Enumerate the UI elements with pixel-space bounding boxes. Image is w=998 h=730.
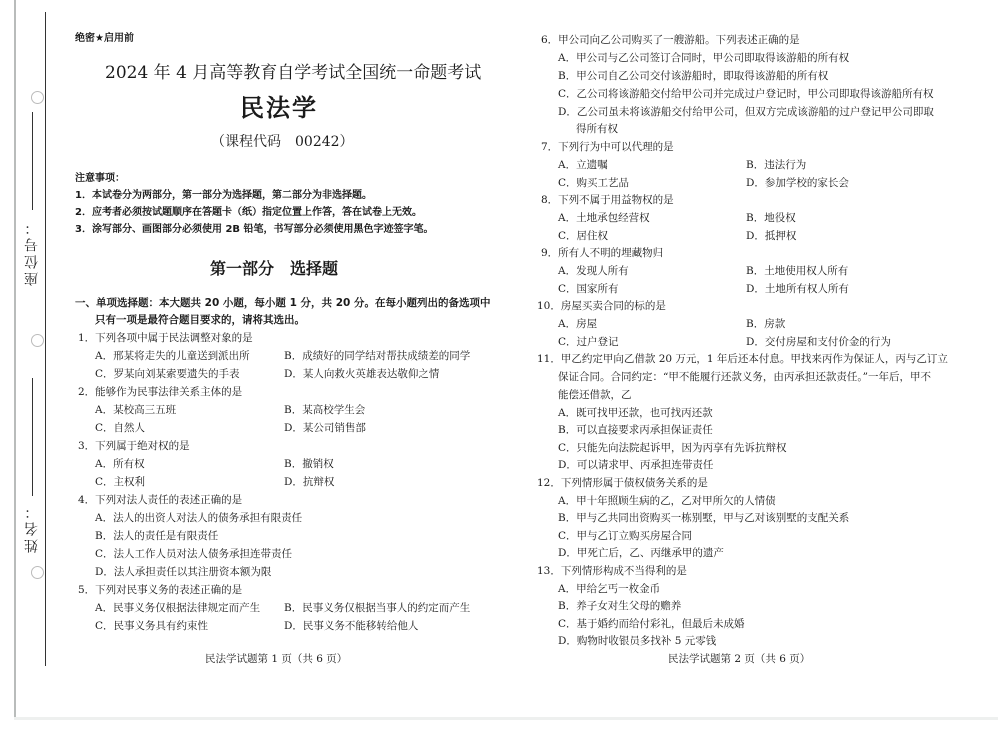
option-d: D．乙公司虽未将该游船交付给甲公司，但双方完成该游船的过户登记甲公司即取 [558,106,934,118]
option-a: A．房屋 [558,318,598,330]
question-stem: 3．下列属于绝对权的是 [78,440,190,452]
page-edge [14,0,16,718]
secret-mark: 绝密★启用前 [75,33,134,44]
option-c: C．自然人 [95,422,146,434]
option-d: D．某人向救火英雄表达敬仰之情 [284,368,440,380]
question-stem: 11．甲乙约定甲向乙借款 20 万元，1 年后还本付息。甲找来丙作为保证人，丙与乙订立 [537,353,948,365]
question-stem: 6．甲公司向乙公司购买了一艘游船。下列表述正确的是 [541,34,800,46]
option-a: A．土地承包经营权 [558,212,650,224]
option-d: D．抵押权 [746,230,797,242]
option-d: D．交付房屋和支付价金的行为 [746,336,891,348]
option-c: C．只能先向法院起诉甲，因为丙享有先诉抗辩权 [558,442,787,454]
option-c: C．国家所有 [558,283,619,295]
option-d: D．参加学校的家长会 [746,177,849,189]
name-blank[interactable] [32,378,33,496]
option-d: D．甲死亡后，乙、丙继承甲的遗产 [558,547,724,559]
note-item: 1．本试卷分为两部分，第一部分为选择题，第二部分为非选择题。 [75,190,372,201]
option-a: A．甲十年照顾生病的乙，乙对甲所欠的人情债 [558,495,776,507]
option-d-continued: 得所有权 [576,123,618,135]
option-a: A．某校高三五班 [95,404,177,416]
question-stem: 2．能够作为民事法律关系主体的是 [78,386,243,398]
option-b: B．撤销权 [284,458,334,470]
option-b: B．甲与乙共同出资购买一栋别墅，甲与乙对该别墅的支配关系 [558,512,850,524]
question-stem: 4．下列对法人责任的表述正确的是 [78,494,243,506]
option-b: B．违法行为 [746,159,807,171]
exam-title: 2024 年 4 月高等教育自学考试全国统一命题考试 [105,63,482,83]
option-c: C．民事义务具有约束性 [95,620,209,632]
subject-title: 民法学 [240,93,318,122]
option-a: A．所有权 [95,458,145,470]
option-a: A．甲给乞丐一枚金币 [558,583,661,595]
note-item: 3．涂写部分、画图部分必须使用 2B 铅笔，书写部分必须使用黑色字迹签字笔。 [75,224,434,235]
option-c: C．罗某向刘某索要遗失的手表 [95,368,240,380]
option-d: D．土地所有权人所有 [746,283,849,295]
option-a: A．既可找甲还款，也可找丙还款 [558,407,713,419]
seat-number-label: 座位号： [24,218,40,286]
question-stem: 9．所有人不明的埋藏物归 [541,247,664,259]
option-b: B．民事义务仅根据当事人的约定而产生 [284,602,471,614]
section-instruction: 只有一项是最符合题目要求的，请将其选出。 [95,314,305,326]
question-stem: 8．下列不属于用益物权的是 [541,194,674,206]
question-stem: 1．下列各项中属于民法调整对象的是 [78,332,253,344]
option-a: A．法人的出资人对法人的债务承担有限责任 [95,512,303,524]
option-c: C．居住权 [558,230,609,242]
page-footer: 民法学试题第 2 页（共 6 页） [668,653,811,665]
option-d: D．抗辩权 [284,476,335,488]
option-b: B．甲公司自乙公司交付该游船时，即取得该游船的所有权 [558,70,829,82]
option-d: D．民事义务不能移转给他人 [284,620,419,632]
option-d: D．可以请求甲、丙承担连带责任 [558,459,714,471]
question-stem: 13．下列情形构成不当得利的是 [537,565,687,577]
question-stem-continued: 能偿还借款，乙 [558,389,632,401]
option-b: B．房款 [746,318,786,330]
option-d: D．法人承担责任以其注册资本额为限 [95,566,272,578]
punch-hole-icon [31,566,44,579]
option-b: B．法人的责任是有限责任 [95,530,219,542]
option-b: B．养子女对生父母的赡养 [558,600,682,612]
option-b: B．成绩好的同学结对帮扶成绩差的同学 [284,350,471,362]
option-a: A．邢某将走失的儿童送到派出所 [95,350,250,362]
option-b: B．土地使用权人所有 [746,265,849,277]
question-stem: 10．房屋买卖合同的标的是 [537,300,666,312]
option-c: C．过户登记 [558,336,619,348]
option-c: C．主权利 [95,476,146,488]
question-stem: 5．下列对民事义务的表述正确的是 [78,584,243,596]
option-a: A．发现人所有 [558,265,629,277]
name-label: 姓名： [24,502,40,553]
question-stem-continued: 保证合同。合同约定：“甲不能履行还款义务，由丙承担还款责任。”一年后，甲不 [558,371,931,383]
option-c: C．购买工艺品 [558,177,630,189]
notes-title: 注意事项： [75,173,125,184]
option-b: B．某高校学生会 [284,404,366,416]
option-c: C．甲与乙订立购买房屋合同 [558,530,693,542]
section-instruction: 一、单项选择题：本大题共 20 小题，每小题 1 分，共 20 分。在每小题列出的备选项中 [75,297,491,309]
part-title: 第一部分 选择题 [210,259,339,278]
option-c: C．法人工作人员对法人债务承担连带责任 [95,548,293,560]
course-code: （课程代码 00242） [211,134,354,150]
punch-hole-icon [31,334,44,347]
option-a: A．甲公司与乙公司签订合同时，甲公司即取得该游船的所有权 [558,52,850,64]
option-a: A．立遗嘱 [558,159,608,171]
question-stem: 7．下列行为中可以代理的是 [541,141,674,153]
punch-hole-icon [31,91,44,104]
option-a: A．民事义务仅根据法律规定而产生 [95,602,261,614]
option-c: C．乙公司将该游船交付给甲公司并完成过户登记时，甲公司即取得该游船所有权 [558,88,934,100]
option-d: D．购物时收银员多找补 5 元零钱 [558,635,717,647]
option-d: D．某公司销售部 [284,422,366,434]
option-b: B．地役权 [746,212,796,224]
page-footer: 民法学试题第 1 页（共 6 页） [205,653,348,665]
note-item: 2．应考者必须按试题顺序在答题卡（纸）指定位置上作答，答在试卷上无效。 [75,207,422,218]
option-b: B．可以直接要求丙承担保证责任 [558,424,713,436]
page-bottom-edge [14,717,998,720]
question-stem: 12．下列情形属于债权债务关系的是 [537,477,708,489]
seat-number-blank[interactable] [32,112,33,210]
binding-line [45,12,46,666]
option-c: C．基于婚约而给付彩礼，但最后未成婚 [558,618,745,630]
